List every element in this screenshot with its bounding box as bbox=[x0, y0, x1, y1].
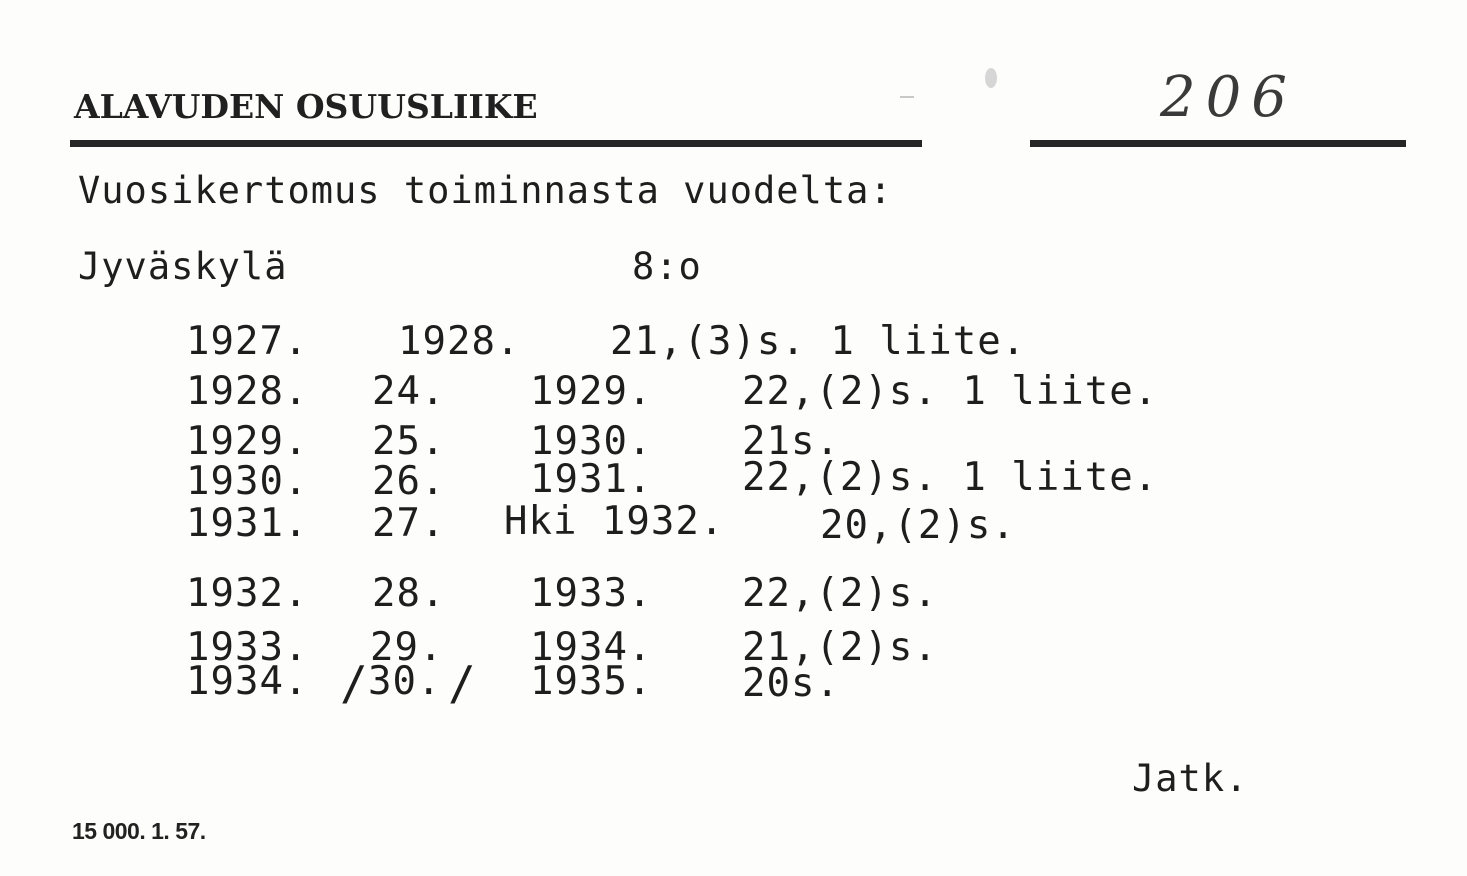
entry-pub-year: 1933. bbox=[530, 571, 653, 616]
entry-extent: 20s. bbox=[742, 661, 840, 706]
entry-pub-year: 1931. bbox=[530, 457, 653, 502]
entry-year: 1934. bbox=[186, 659, 309, 704]
entry-number: 28. bbox=[372, 571, 446, 616]
catalog-number-handwritten: 206 bbox=[1160, 65, 1297, 130]
entry-pub-year: 1928. bbox=[398, 319, 521, 364]
entry-extent: 22,(2)s. 1 liite. bbox=[742, 455, 1159, 500]
entry-extent: 22,(2)s. bbox=[742, 571, 938, 616]
entry-pub-year: 1935. bbox=[530, 659, 653, 704]
entry-number: 27. bbox=[372, 501, 446, 546]
entry-number: 26. bbox=[372, 459, 446, 504]
card-subtitle: Vuosikertomus toiminnasta vuodelta: bbox=[78, 169, 893, 212]
print-code: 15 000. 1. 57. bbox=[72, 818, 206, 844]
entry-pub-year: 1930. bbox=[530, 419, 653, 464]
entry-year: 1931. bbox=[186, 501, 309, 546]
ink-smudge bbox=[985, 68, 997, 88]
catalog-number-rule bbox=[1030, 140, 1406, 147]
entry-pub-year: 1929. bbox=[530, 369, 653, 414]
entry-extent: 21s. bbox=[742, 419, 840, 464]
entry-year: 1933. bbox=[186, 625, 309, 670]
entry-extent: 21,(3)s. 1 liite. bbox=[610, 319, 1027, 364]
entry-year: 1932. bbox=[186, 571, 309, 616]
entry-year: 1929. bbox=[186, 419, 309, 464]
entry-pub-year: Hki 1932. bbox=[504, 499, 725, 544]
entry-extent: 20,(2)s. bbox=[820, 503, 1016, 548]
card-title: ALAVUDEN OSUUSLIIKE bbox=[74, 87, 538, 126]
entry-extent: 22,(2)s. 1 liite. bbox=[742, 369, 1159, 414]
faint-mark bbox=[900, 96, 914, 98]
title-rule bbox=[70, 140, 922, 147]
slash-mark-left: / bbox=[340, 656, 368, 710]
entry-year: 1927. bbox=[186, 319, 309, 364]
book-format: 8:o bbox=[632, 245, 702, 288]
entry-number: 25. bbox=[372, 419, 446, 464]
continued-note: Jatk. bbox=[1132, 757, 1249, 800]
entry-number: 30. bbox=[368, 659, 442, 704]
entry-extent: 21,(2)s. bbox=[742, 625, 938, 670]
entry-number: 24. bbox=[372, 369, 446, 414]
entry-number: 29. bbox=[370, 625, 444, 670]
entry-year: 1930. bbox=[186, 459, 309, 504]
entry-year: 1928. bbox=[186, 369, 309, 414]
slash-mark-right: / bbox=[448, 656, 476, 710]
entry-pub-year: 1934. bbox=[530, 625, 653, 670]
publication-place: Jyväskylä bbox=[78, 245, 288, 288]
